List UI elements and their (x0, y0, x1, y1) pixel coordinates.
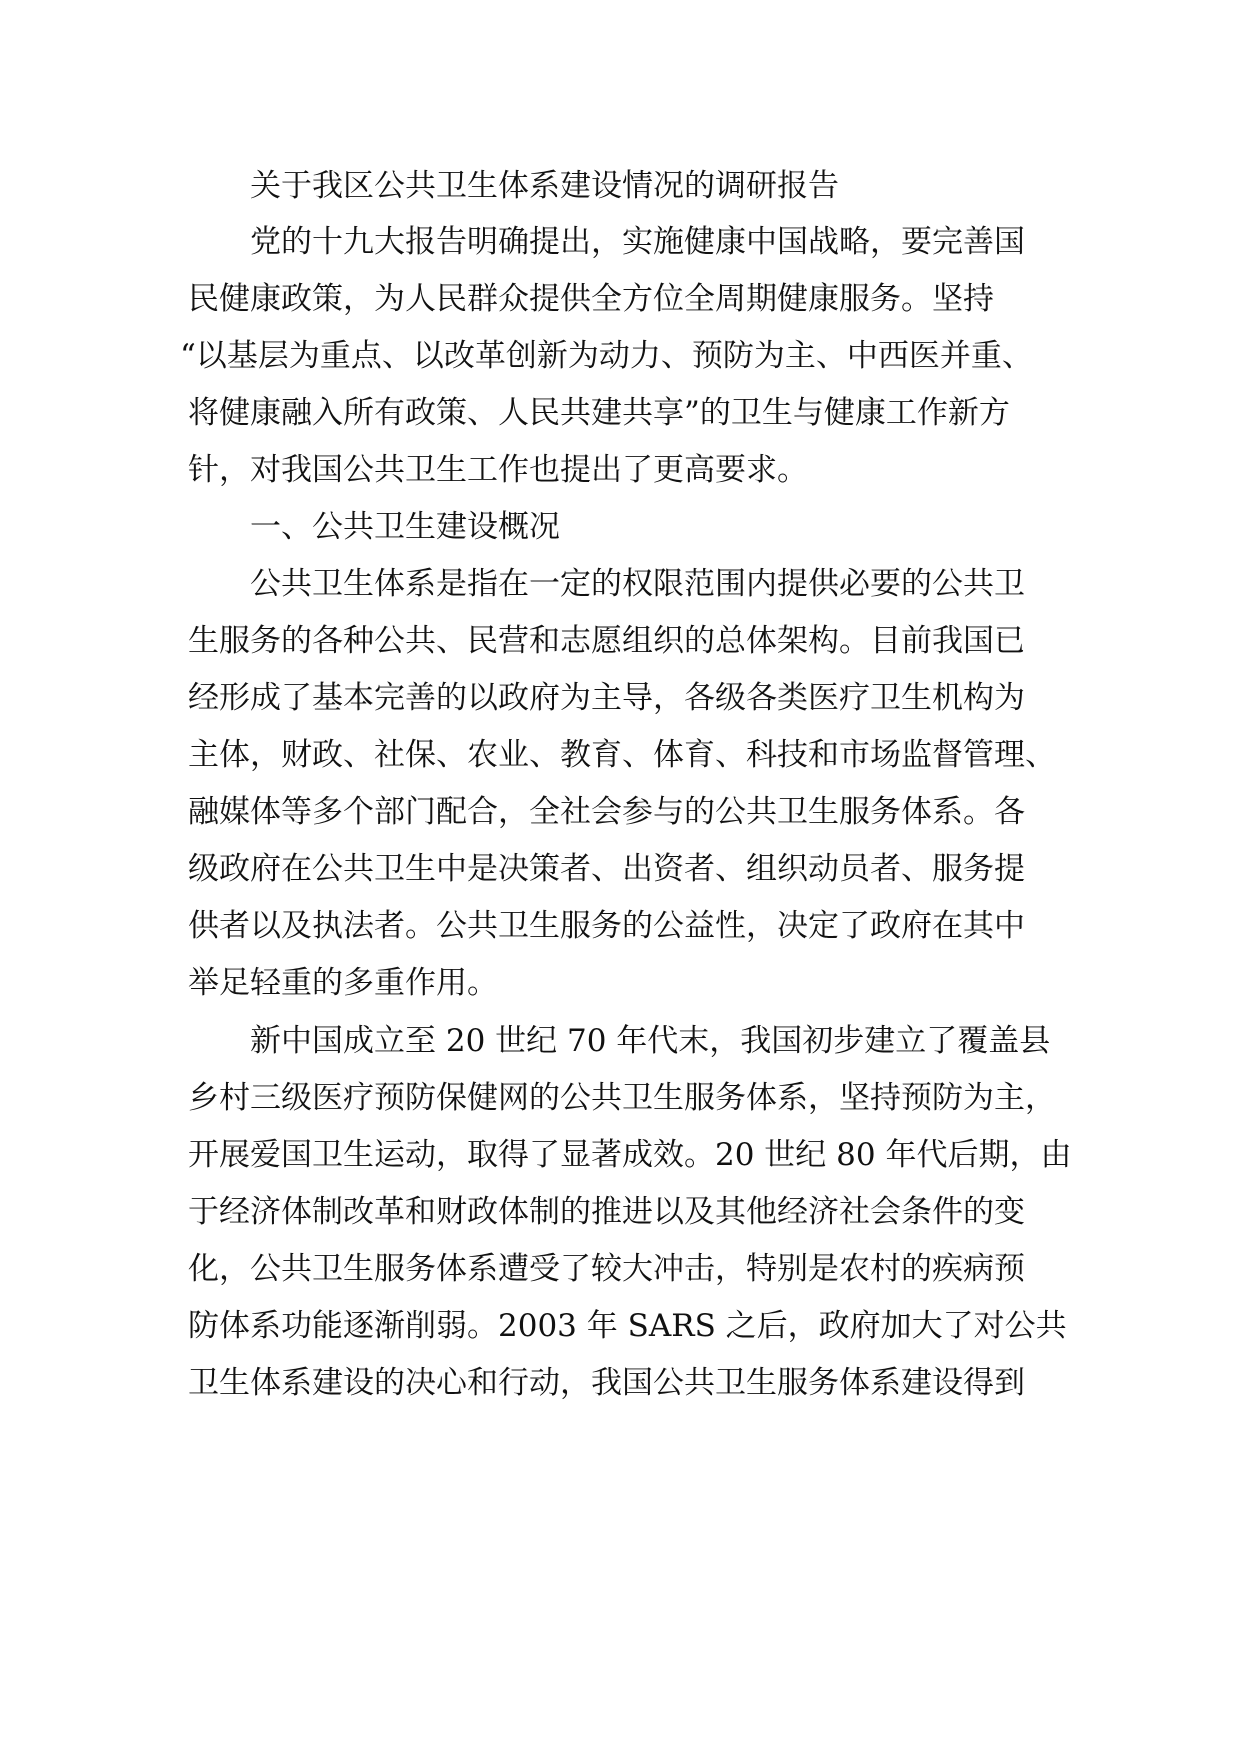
document-title: 关于我区公共卫生体系建设情况的调研报告 (250, 168, 839, 204)
paragraph-line: 防体系功能逐渐削弱。2003 年 SARS 之后，政府加大了对公共 (188, 1308, 1067, 1344)
paragraph-line: 将健康融入所有政策、人民共建共享”的卫生与健康工作新方 (188, 395, 1010, 431)
paragraph-line: 民健康政策，为人民群众提供全方位全周期健康服务。坚持 (188, 281, 994, 317)
paragraph-line: 于经济体制改革和财政体制的推进以及其他经济社会条件的变 (188, 1194, 1025, 1230)
paragraph-line: 举足轻重的多重作用。 (188, 965, 498, 1001)
paragraph-line: 党的十九大报告明确提出，实施健康中国战略，要完善国 (250, 224, 1025, 260)
paragraph-line: “以基层为重点、以改革创新为动力、预防为主、中西医并重、 (180, 338, 1033, 374)
paragraph-line: 经形成了基本完善的以政府为主导，各级各类医疗卫生机构为 (188, 680, 1025, 716)
paragraph-line: 主体，财政、社保、农业、教育、体育、科技和市场监督管理、 (188, 737, 1056, 773)
paragraph-line: 开展爱国卫生运动，取得了显著成效。20 世纪 80 年代后期，由 (188, 1137, 1072, 1173)
paragraph-line: 针，对我国公共卫生工作也提出了更高要求。 (188, 452, 808, 488)
paragraph-line: 化，公共卫生服务体系遭受了较大冲击，特别是农村的疾病预 (188, 1251, 1025, 1287)
paragraph-line: 卫生体系建设的决心和行动，我国公共卫生服务体系建设得到 (188, 1365, 1025, 1401)
paragraph-line: 融媒体等多个部门配合，全社会参与的公共卫生服务体系。各 (188, 794, 1025, 830)
paragraph-line: 新中国成立至 20 世纪 70 年代末，我国初步建立了覆盖县 (250, 1023, 1051, 1059)
paragraph-line: 公共卫生体系是指在一定的权限范围内提供必要的公共卫 (250, 566, 1025, 602)
paragraph-line: 生服务的各种公共、民营和志愿组织的总体架构。目前我国已 (188, 623, 1025, 659)
section-heading: 一、公共卫生建设概况 (250, 509, 560, 545)
paragraph-line: 乡村三级医疗预防保健网的公共卫生服务体系，坚持预防为主， (188, 1080, 1056, 1116)
paragraph-line: 级政府在公共卫生中是决策者、出资者、组织动员者、服务提 (188, 851, 1025, 887)
paragraph-line: 供者以及执法者。公共卫生服务的公益性，决定了政府在其中 (188, 908, 1025, 944)
